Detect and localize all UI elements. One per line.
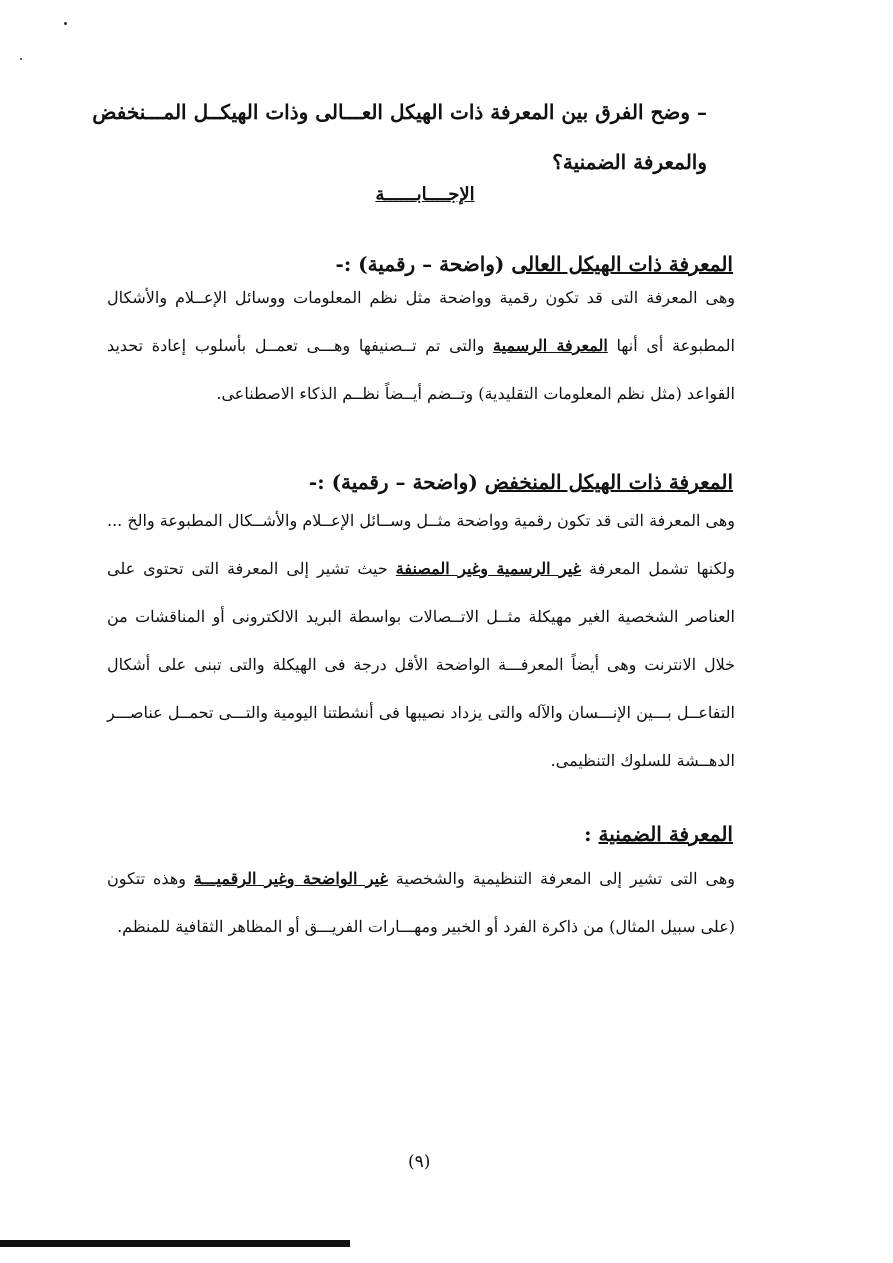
paragraph-text: وهذه تتكون (على سبيل المثال) من ذاكرة الفرد أو الخبير ومهـــارات الفريـــق أو المظاهر الثقافية للمنظم. [107, 869, 735, 936]
section-heading-tacit [584, 822, 733, 846]
scan-speck [64, 22, 67, 25]
section-heading-title: المعرفة الضمنية [598, 822, 733, 846]
section-heading-suffix: :- [335, 252, 352, 276]
section-heading-low-structure [309, 470, 733, 494]
section-heading-suffix: : [584, 822, 592, 846]
paragraph-tacit [107, 855, 735, 951]
underlined-term: غير الرسمية وغير المصنفة [395, 559, 582, 578]
section-heading-suffix: :- [308, 470, 325, 494]
scan-speck [20, 58, 22, 60]
page-number: (٩) [408, 1152, 431, 1172]
section-heading-title: المعرفة ذات الهيكل العالى [511, 252, 733, 276]
bottom-scan-border [0, 1240, 350, 1247]
section-heading-qualifier: (واضحة – رقمية) [331, 470, 478, 494]
paragraph-text: وهى المعرفة التى قد تكون رقمية وواضحة مثــل وســائل الإعــلام والأشــكال المطبوعة والخ ... ولكنها تشمل المعرفة [107, 511, 736, 578]
answer-heading: الإجــــابــــــة [375, 184, 475, 205]
paragraph-low-structure [107, 497, 735, 785]
paragraph-text: والتى تم تــصنيفها وهـــى تعمــل بأسلوب إعادة تحديد القواعد (مثل نظم المعلومات التقليدية) وتــضم أيــضاً نظــم الذكاء الاصطناعى. [107, 336, 735, 403]
section-heading-high-structure [336, 252, 733, 276]
question-line-2: والمعرفة الضمنية؟ [552, 150, 707, 174]
paragraph-high-structure [107, 274, 735, 418]
question-line-1: – وضح الفرق بين المعرفة ذات الهيكل العـــالى وذات الهيكــل المـــنخفض [92, 100, 707, 124]
paragraph-text: وهى المعرفة التى قد تكون رقمية وواضحة مثل نظم المعلومات ووسائل الإعــلام والأشكال المطبوعة أى أنها [107, 288, 735, 355]
paragraph-text: وهى التى تشير إلى المعرفة التنظيمية والشخصية [387, 869, 736, 888]
section-heading-qualifier: (واضحة – رقمية) [358, 252, 505, 276]
underlined-term: غير الواضحة وغير الرقميـــة [193, 869, 388, 888]
section-heading-title: المعرفة ذات الهيكل المنخفض [484, 470, 733, 494]
paragraph-text: حيث تشير إلى المعرفة التى تحتوى على العناصر الشخصية الغير مهيكلة مثــل الاتــصالات بواسطة البريد الالكترونى أو المناقشات من خلال الانترنت وهى أيضاً المعرفـــة الواضحة الأقل درجة فى الهيكلة والتى تبنى على أشكال التفاعــل بـــين الإنـــسان والآله والتى يزداد نصيبها فى أنشطتنا اليومية والتـــى تحمــل عناصـــر الدهــشة للسلوك التنظيمى. [107, 559, 735, 770]
underlined-term: المعرفة الرسمية [493, 336, 608, 355]
